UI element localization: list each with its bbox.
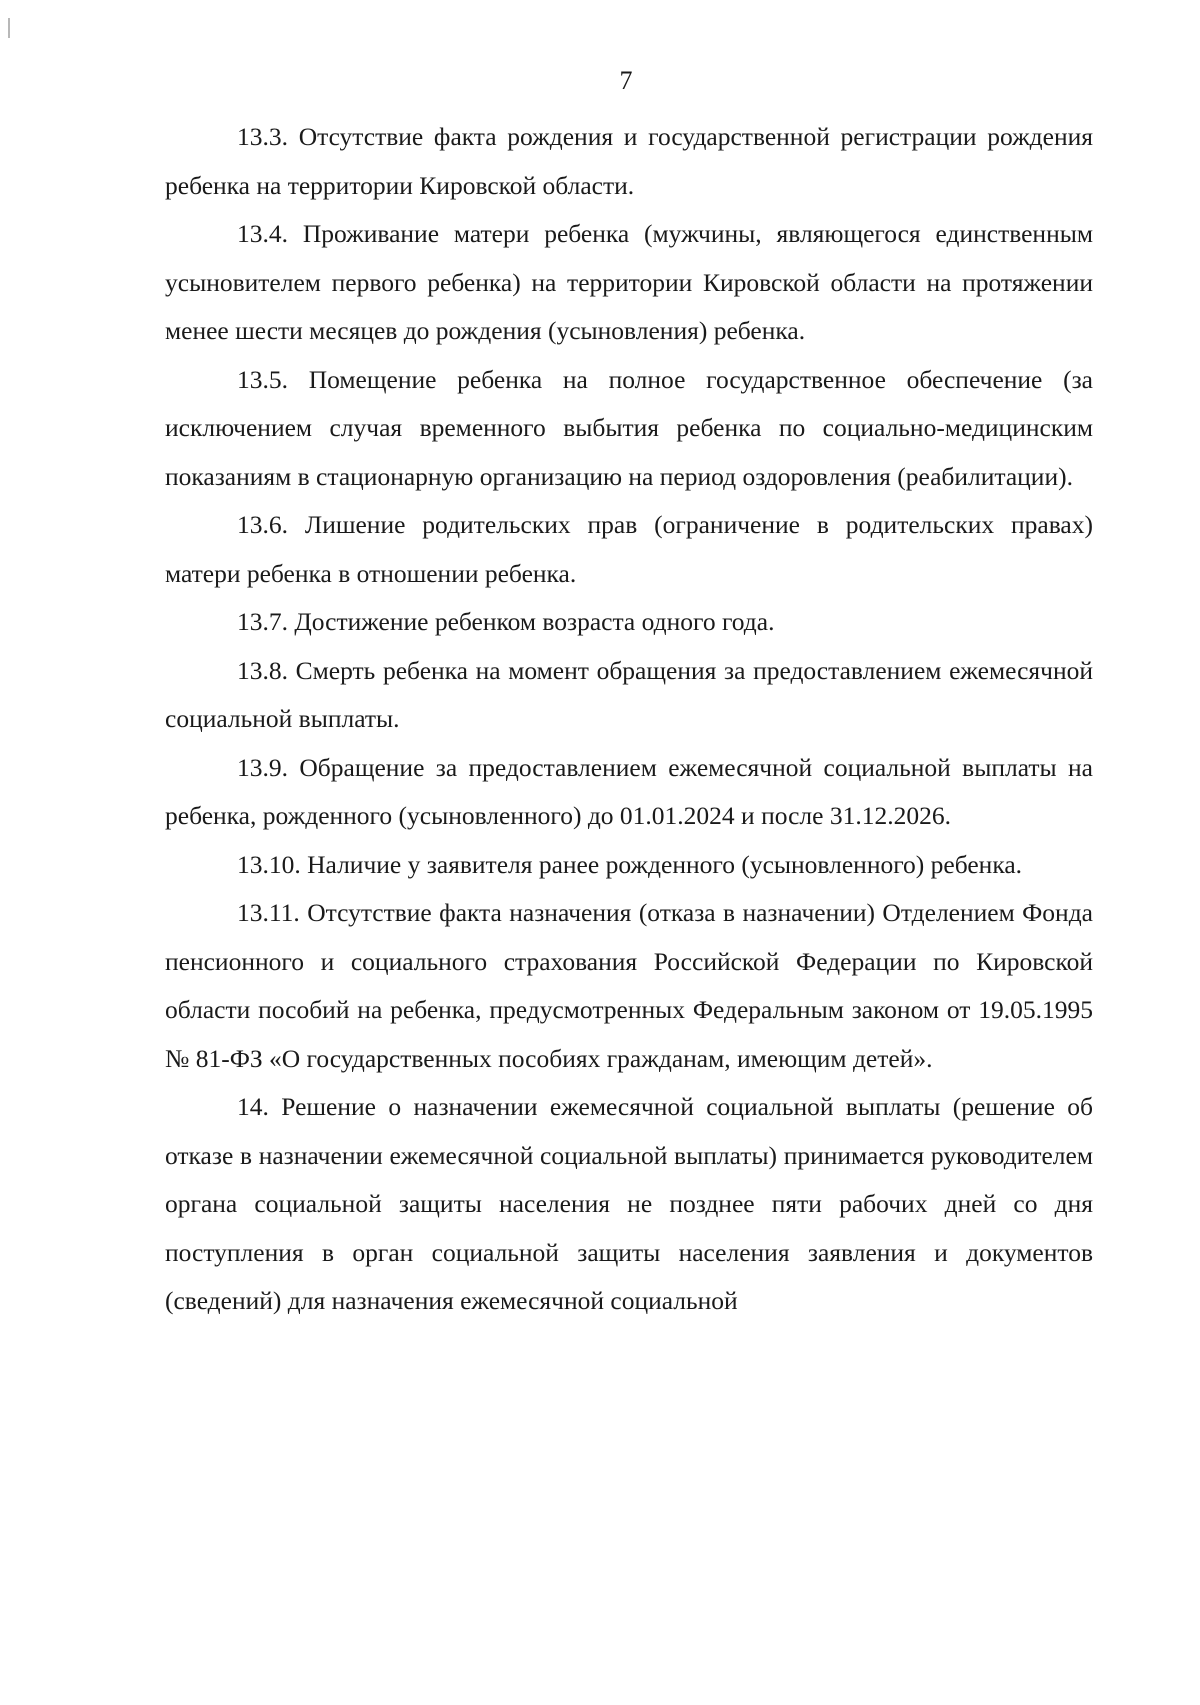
paragraph-13-9: 13.9. Обращение за предоставлением ежемесячной социальной выплаты на ребенка, рожденного (усыновленного) до 01.01.2024 и после 31.12.2026. <box>165 752 1093 830</box>
page-number: 7 <box>619 66 633 95</box>
paragraph-13-3: 13.3. Отсутствие факта рождения и государственной регистрации рождения ребенка на территории Кировской области. <box>165 122 1093 200</box>
document-body <box>165 113 1093 1326</box>
scan-artifact <box>8 18 10 38</box>
paragraph-13-11: 13.11. Отсутствие факта назначения (отказа в назначении) Отделением Фонда пенсионного и социального страхования Российской Федерации по Кировской области пособий на ребенка, предусмотренных Федеральным законом от 19.05.1995 № 81-ФЗ «О государственных пособиях гражданам, имеющим детей». <box>165 898 1093 1073</box>
paragraph-13-8: 13.8. Смерть ребенка на момент обращения за предоставлением ежемесячной социальной выплаты. <box>165 655 1093 733</box>
paragraph-13-4: 13.4. Проживание матери ребенка (мужчины, являющегося единственным усыновителем первого ребенка) на территории Кировской области на протяжении менее шести месяцев до рождения (усыновления) ребенка. <box>165 219 1093 345</box>
paragraph-14: 14. Решение о назначении ежемесячной социальной выплаты (решение об отказе в назначении ежемесячной социальной выплаты) принимается руководителем органа социальной защиты населения не позднее пяти рабочих дней со дня поступления в орган социальной защиты населения заявления и документов (сведений) для назначения ежемесячной социальной <box>165 1092 1093 1315</box>
paragraph-13-6: 13.6. Лишение родительских прав (ограничение в родительских правах) матери ребенка в отношении ребенка. <box>165 510 1093 588</box>
paragraph-13-5: 13.5. Помещение ребенка на полное государственное обеспечение (за исключением случая временного выбытия ребенка по социально-медицинским показаниям в стационарную организацию на период оздоровления (реабилитации). <box>165 364 1093 491</box>
paragraph-13-10: 13.10. Наличие у заявителя ранее рожденного (усыновленного) ребенка. <box>237 849 1023 879</box>
paragraph-13-7: 13.7. Достижение ребенком возраста одного года. <box>237 607 775 636</box>
